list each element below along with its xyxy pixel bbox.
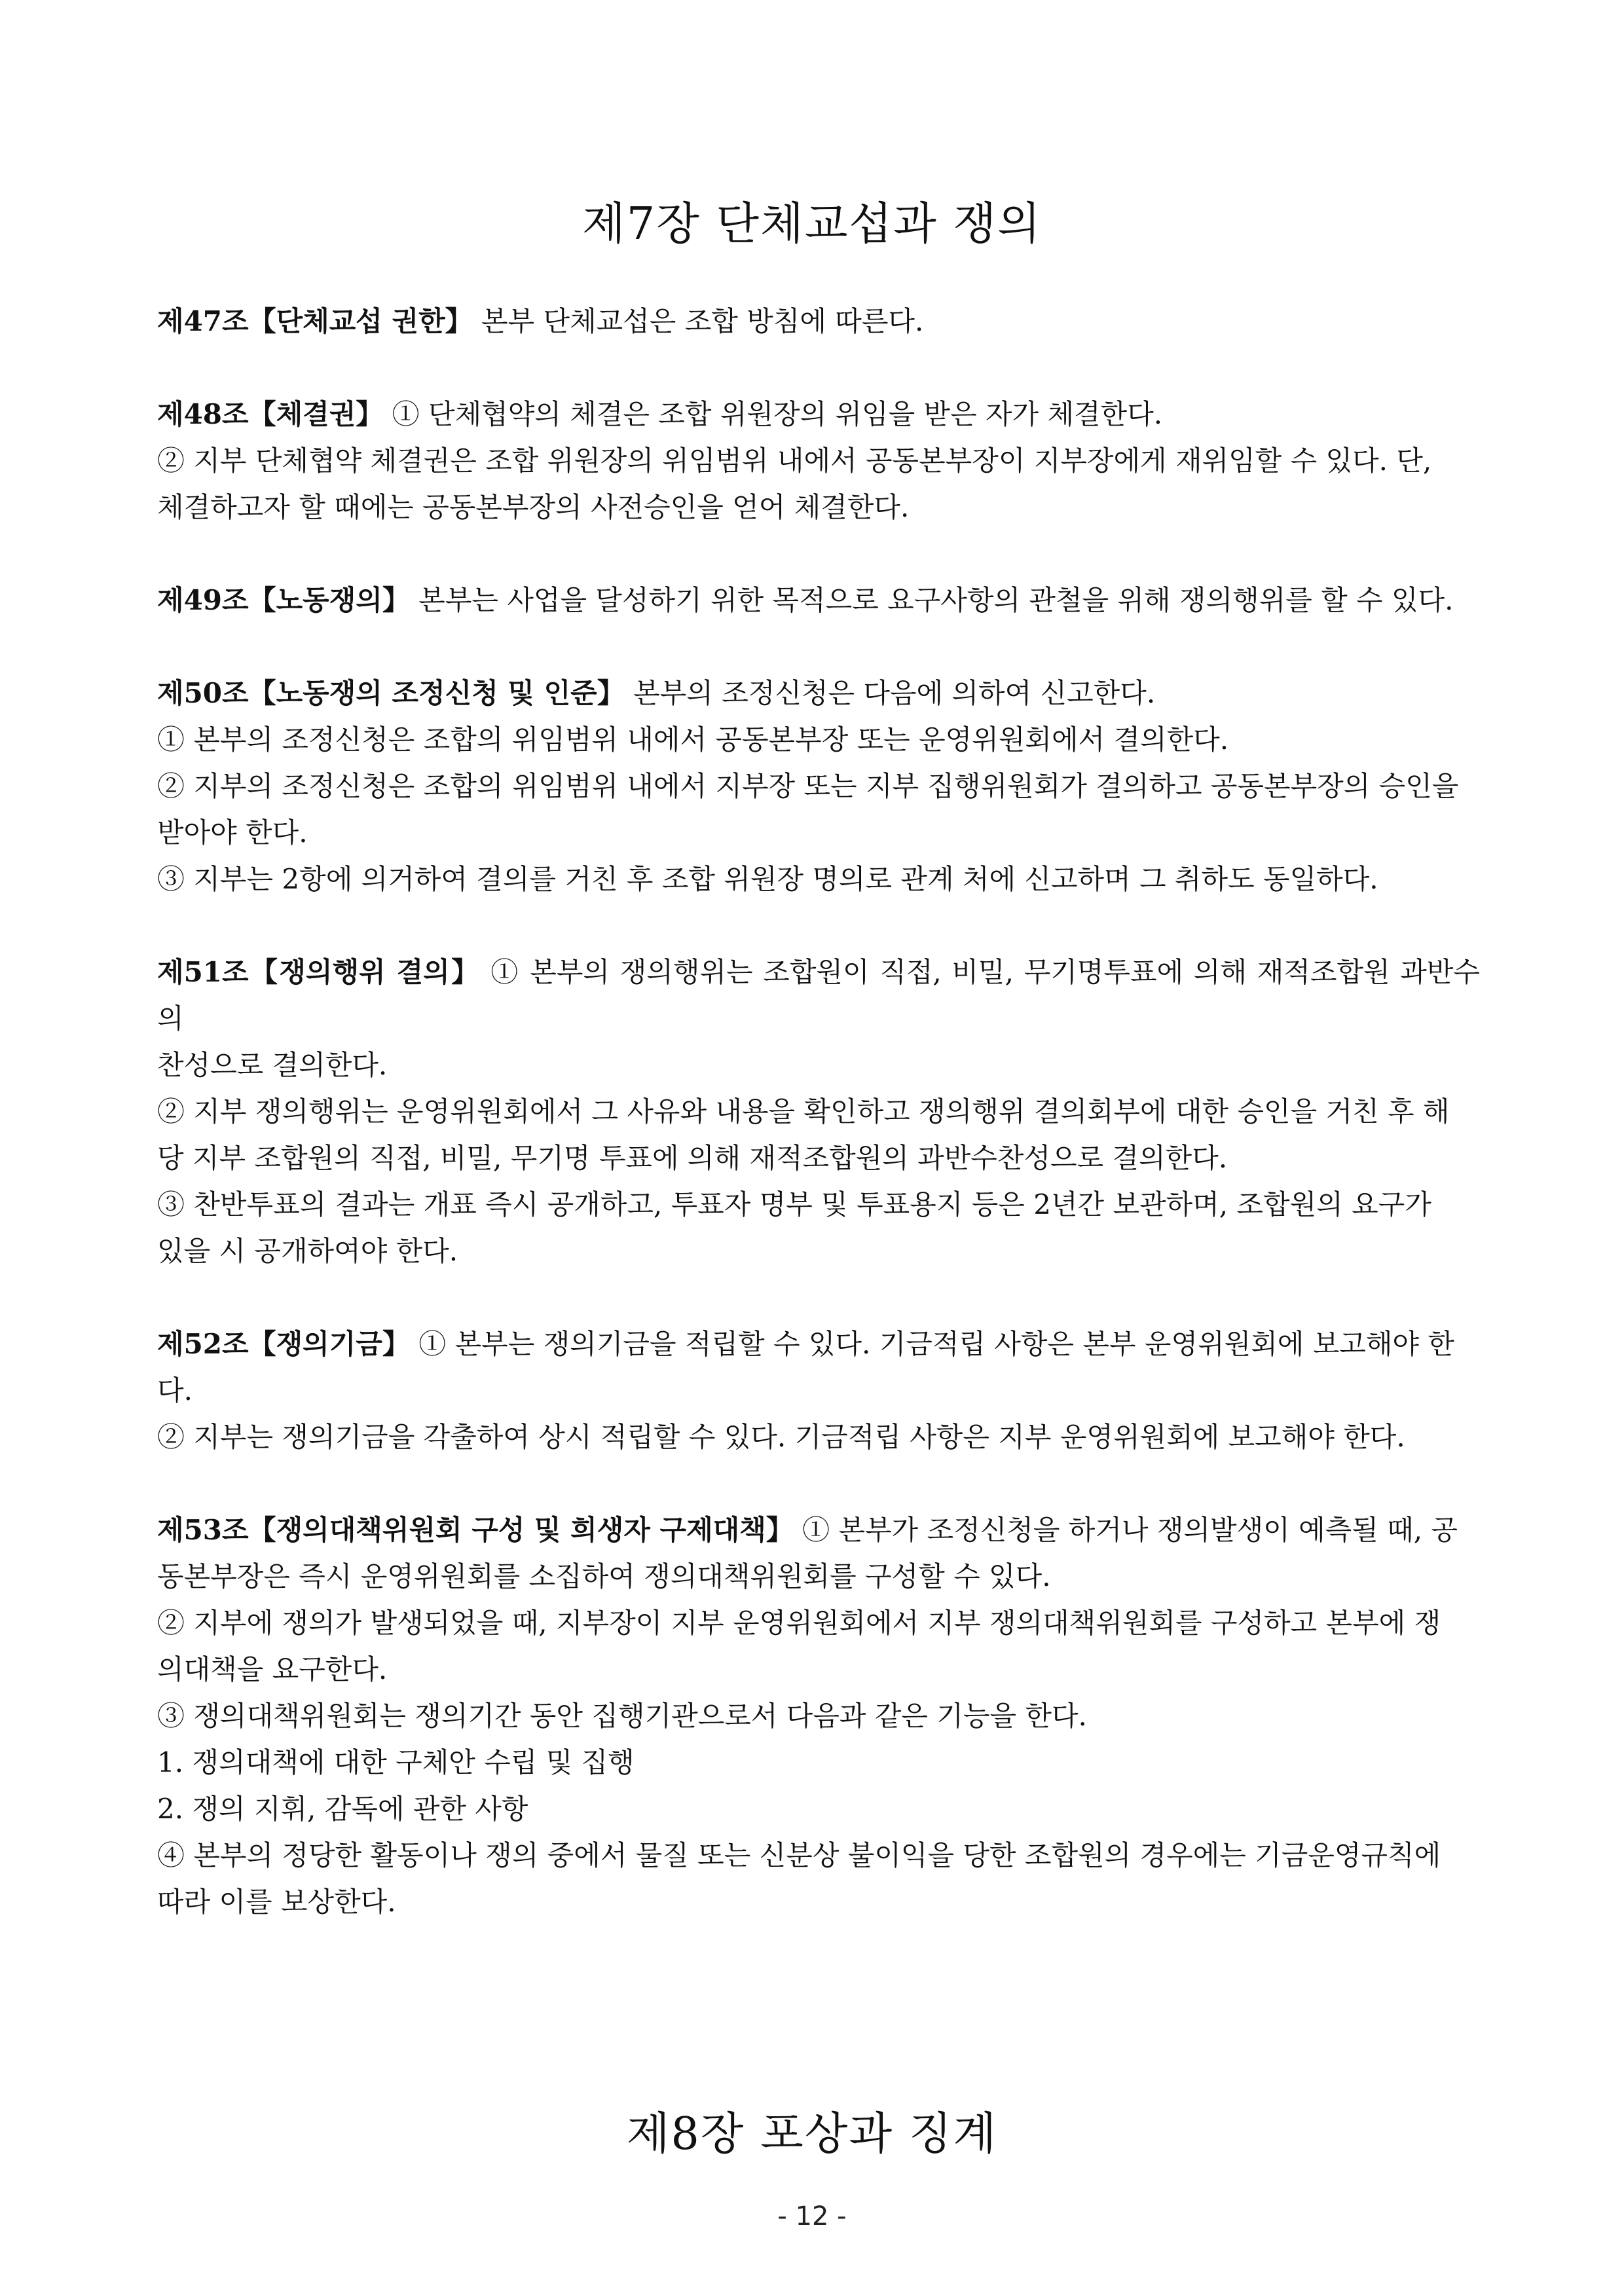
article-line: ③ 지부는 2항에 의거하여 결의를 거친 후 조합 위원장 명의로 관계 처에 신고하며 그 취하도 동일하다. — [157, 863, 1378, 895]
article-line — [157, 670, 1480, 716]
article-line: 당 지부 조합원의 직접, 비밀, 무기명 투표에 의해 재적조합원의 과반수찬성으로 결의한다. — [157, 1142, 1228, 1174]
article-line: ② 지부 쟁의행위는 운영위원회에서 그 사유와 내용을 확인하고 쟁의행위 결의회부에 대한 승인을 거친 후 해 — [157, 1095, 1450, 1128]
article-text: ① 본부는 쟁의기금을 적립할 수 있다. 기금적립 사항은 본부 운영위원회에 보고해야 한 — [418, 1328, 1454, 1360]
article-49 — [157, 577, 1480, 623]
article-line: ② 지부는 쟁의기금을 각출하여 상시 적립할 수 있다. 기금적립 사항은 지부 운영위원회에 보고해야 한다. — [157, 1421, 1405, 1453]
article-line: ③ 찬반투표의 결과는 개표 즉시 공개하고, 투표자 명부 및 투표용지 등은 2년간 보관하며, 조합원의 요구가 — [157, 1188, 1431, 1221]
article-line: 찬성으로 결의한다. — [157, 1049, 388, 1081]
article-47 — [157, 298, 1480, 344]
article-line: ② 지부의 조정신청은 조합의 위임범위 내에서 지부장 또는 지부 집행위원회가 결의하고 공동본부장의 승인을 — [157, 770, 1459, 802]
article-line — [157, 949, 1480, 1042]
article-heading: 제48조【체결권】 — [157, 398, 384, 430]
article-text: 본부 단체교섭은 조합 방침에 따른다. — [481, 305, 924, 337]
article-52 — [157, 1321, 1480, 1460]
chapter-7-title: 제7장 단체교섭과 쟁의 — [582, 198, 1042, 250]
article-line — [157, 1321, 1480, 1367]
article-line: 받아야 한다. — [157, 817, 308, 849]
article-line — [157, 577, 1480, 623]
article-53 — [157, 1507, 1480, 1925]
article-line — [157, 391, 1480, 437]
article-line: ③ 쟁의대책위원회는 쟁의기간 동안 집행기관으로서 다음과 같은 기능을 한다. — [157, 1700, 1087, 1732]
article-line: 동본부장은 즉시 운영위원회를 소집하여 쟁의대책위원회를 구성할 수 있다. — [157, 1560, 1051, 1592]
article-line: 2. 쟁의 지휘, 감독에 관한 사항 — [157, 1793, 528, 1825]
page-number: - 12 - — [777, 2201, 847, 2231]
article-heading: 제49조【노동쟁의】 — [157, 584, 410, 616]
article-heading: 제51조【쟁의행위 결의】 — [157, 956, 481, 988]
article-line: ① 본부의 조정신청은 조합의 위임범위 내에서 공동본부장 또는 운영위원회에서 결의한다. — [157, 724, 1229, 756]
article-line: 따라 이를 보상한다. — [157, 1886, 396, 1918]
articles-body — [157, 298, 1480, 1972]
article-line — [157, 1507, 1480, 1553]
article-heading: 제52조【쟁의기금】 — [157, 1328, 410, 1360]
article-text: 본부는 사업을 달성하기 위한 목적으로 요구사항의 관철을 위해 쟁의행위를 할 수 있다. — [418, 584, 1454, 616]
article-line: ② 지부 단체협약 체결권은 조합 위원장의 위임범위 내에서 공동본부장이 지부장에게 재위임할 수 있다. 단, — [157, 445, 1432, 477]
article-line: ④ 본부의 정당한 활동이나 쟁의 중에서 물질 또는 신분상 불이익을 당한 조합원의 경우에는 기금운영규칙에 — [157, 1839, 1441, 1871]
article-text: ① 본부의 쟁의행위는 조합원이 직접, 비밀, 무기명투표에 의해 재적조합원 과반수의 — [157, 956, 1480, 1035]
article-line: 의대책을 요구한다. — [157, 1653, 388, 1685]
article-heading: 제53조【쟁의대책위원회 구성 및 희생자 구제대책】 — [157, 1514, 794, 1546]
article-50 — [157, 670, 1480, 902]
article-48 — [157, 391, 1480, 530]
article-text: ① 단체협약의 체결은 조합 위원장의 위임을 받은 자가 체결한다. — [392, 398, 1163, 430]
article-line — [157, 298, 1480, 344]
article-text: 본부의 조정신청은 다음에 의하여 신고한다. — [633, 677, 1156, 709]
article-line: ② 지부에 쟁의가 발생되었을 때, 지부장이 지부 운영위원회에서 지부 쟁의대책위원회를 구성하고 본부에 쟁 — [157, 1607, 1441, 1639]
article-line: 있을 시 공개하여야 한다. — [157, 1235, 458, 1267]
article-line: 1. 쟁의대책에 대한 구체안 수립 및 집행 — [157, 1746, 635, 1778]
article-line: 다. — [157, 1374, 193, 1406]
article-text: ① 본부가 조정신청을 하거나 쟁의발생이 예측될 때, 공 — [802, 1514, 1458, 1546]
article-heading: 제50조【노동쟁의 조정신청 및 인준】 — [157, 677, 625, 709]
article-heading: 제47조【단체교섭 권한】 — [157, 305, 473, 337]
article-line: 체결하고자 할 때에는 공동본부장의 사전승인을 얻어 체결한다. — [157, 491, 910, 523]
chapter-8-title: 제8장 포상과 징계 — [626, 2108, 998, 2160]
article-51 — [157, 949, 1480, 1274]
